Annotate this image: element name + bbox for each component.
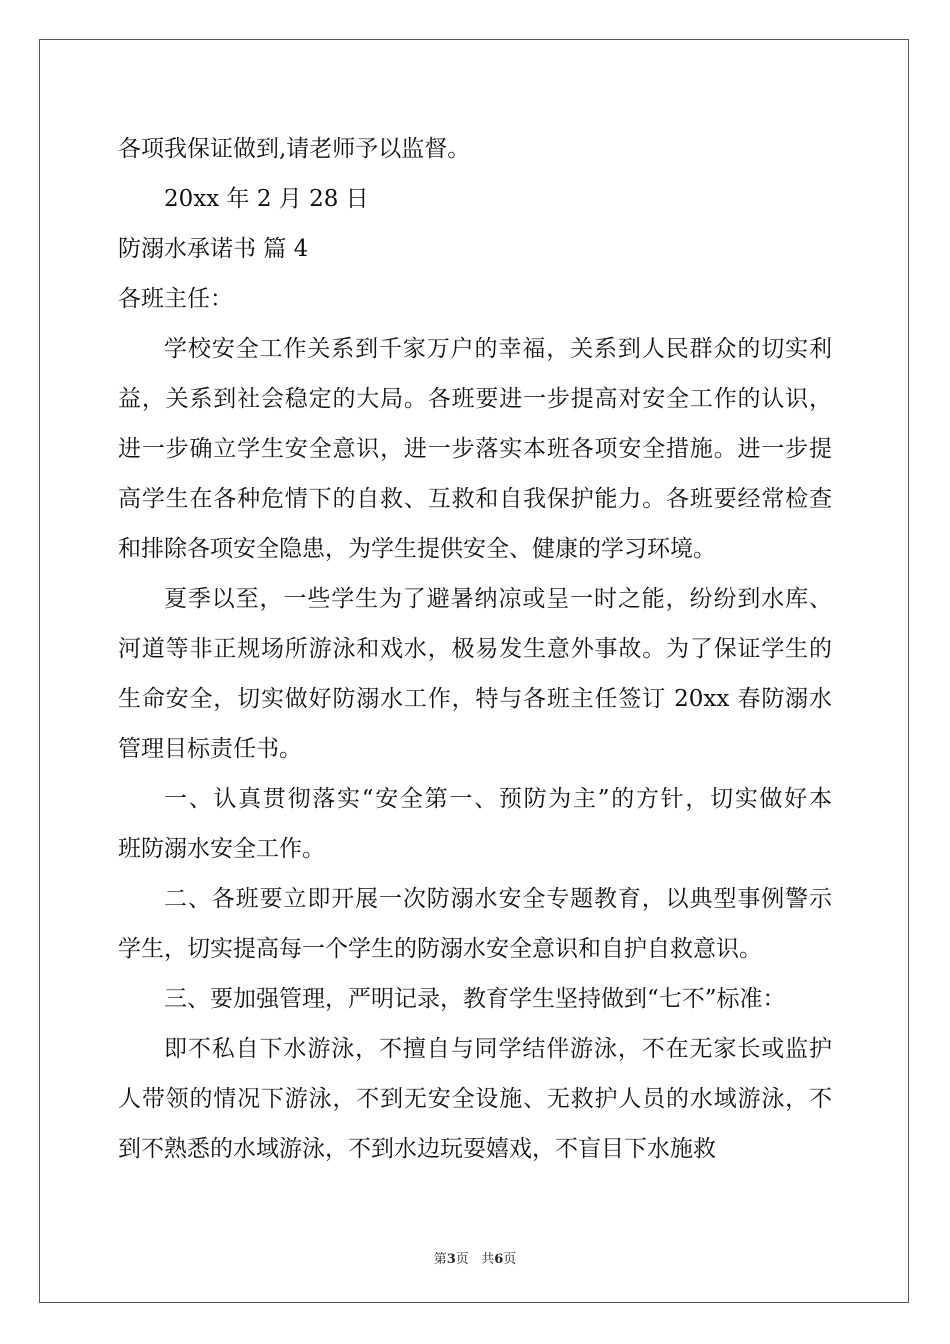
page-number-suffix: 页 (455, 1252, 469, 1267)
page-footer (0, 1252, 950, 1268)
paragraph-line: 班防溺水安全工作。 (118, 836, 325, 862)
paragraph-line: 人带领的情况下游泳，不到无安全设施、无救护人员的水域游泳，不 (118, 1086, 832, 1112)
paragraph-line: 夏季以至，一些学生为了避暑纳凉或呈一时之能，纷纷到水库、 (164, 586, 832, 612)
total-pages-count: 6 (494, 1252, 504, 1267)
paragraph-line: 学生，切实提高每一个学生的防溺水安全意识和自护自救意识。 (118, 936, 762, 962)
page-number-current: 3 (446, 1252, 456, 1267)
section-heading: 防溺水承诺书 篇 4 (118, 236, 309, 262)
date-line: 20xx 年 2 月 28 日 (164, 186, 369, 212)
total-pages-suffix: 页 (503, 1252, 517, 1267)
paragraph-line: 生命安全，切实做好防溺水工作，特与各班主任签订 20xx 春防溺水 (118, 686, 832, 712)
paragraph-line: 管理目标责任书。 (118, 736, 302, 762)
paragraph-line: 三、要加强管理，严明记录，教育学生坚持做到“七不”标准： (164, 986, 786, 1012)
paragraph-line: 学校安全工作关系到千家万户的幸福，关系到人民群众的切实利 (164, 336, 832, 362)
paragraph-line: 到不熟悉的水域游泳，不到水边玩耍嬉戏，不盲目下水施救 (118, 1136, 716, 1162)
total-pages-prefix: 共 (481, 1252, 495, 1267)
page-number-prefix: 第 (433, 1252, 447, 1267)
salutation: 各班主任： (118, 286, 233, 312)
paragraph-line: 二、各班要立即开展一次防溺水安全专题教育，以典型事例警示 (164, 886, 832, 912)
paragraph-line: 河道等非正规场所游泳和戏水，极易发生意外事故。为了保证学生的 (118, 636, 832, 662)
paragraph-line: 益，关系到社会稳定的大局。各班要进一步提高对安全工作的认识， (118, 386, 832, 412)
paragraph-line: 和排除各项安全隐患，为学生提供安全、健康的学习环境。 (118, 536, 716, 562)
paragraph-line: 即不私自下水游泳，不擅自与同学结伴游泳，不在无家长或监护 (164, 1036, 832, 1062)
paragraph-line: 一、认真贯彻落实“安全第一、预防为主”的方针，切实做好本 (164, 786, 832, 812)
text-line: 各项我保证做到,请老师予以监督。 (118, 136, 471, 162)
paragraph-line: 高学生在各种危情下的自救、互救和自我保护能力。各班要经常检查 (118, 486, 832, 512)
paragraph-line: 进一步确立学生安全意识，进一步落实本班各项安全措施。进一步提 (118, 436, 832, 462)
